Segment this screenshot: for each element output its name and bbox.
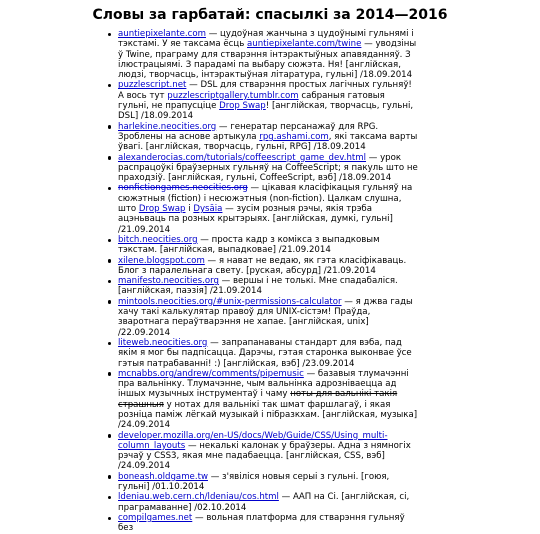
entry-text: — запрапанаваны стандарт для вэба, пад якім я мог бы падпісацца. Дарэчы, гэтая старонка выконвае ўсе гэтыя патрабаванні! :) [англійская, вэб] /23.09.2014: [118, 337, 412, 369]
entry-link[interactable]: puzzlescriptgallery.tumblr.com: [167, 90, 299, 101]
list-item: [118, 431, 418, 472]
entry-text: — некалькі калонак у браўзеры. Адна з нямногіх рэчаў у CSS3, якая мне падабаецца. [англійская, CSS, вэб] /24.09.2014: [118, 440, 411, 472]
list-item: [118, 492, 418, 513]
entry-link[interactable]: Drop Swap: [219, 101, 266, 112]
entry-text: сабраныя гатовыя гульні, не прапусціце: [118, 90, 385, 112]
list-item: [118, 276, 418, 297]
struck-text: ноты для вальнікі такія страшныя: [118, 389, 398, 410]
entry-text: — ААП на Сі. [англійская, сі, праграмаванне] /02.10.2014: [118, 492, 410, 513]
entry-text: — я нават не ведаю, як гэта класіфікаваць. Блог з паралельнага свету. [руская, абсурд] /21.09.2014: [118, 255, 407, 276]
entry-link[interactable]: Drop Swap: [138, 204, 186, 215]
list-item: [118, 297, 418, 338]
entry-link[interactable]: alexanderocias.com/tutorials/coffeescript_game_dev.html: [118, 152, 367, 163]
entry-text: — уводзіны ў Twine, праграму для стварэння інтэрактыўных апавяданняў. З ілюстрацыямі. З парадамі па выбару сюжэта. Ня! [англійская, людзі, творчасць, інтэрактыўная літаратура, гульні] /18.09.2014: [118, 39, 417, 81]
entry-text: — зусім розныя рэчы, якія трэба ацэньваць па розных крытэрыях. [англійская, думкі, гульні] /21.09.2014: [118, 204, 393, 235]
list-item: [118, 513, 418, 534]
entry-text: — базавыя тлумачэнні пра вальнінку. Тлумачэнне, чым вальнінка адрозніваецца ад іншых музычных інструментаў і чаму: [118, 368, 409, 400]
page-title: Словы за гарбатай: спасылкі за 2014—2016: [92, 7, 448, 23]
list-item: [118, 80, 418, 121]
list-item: [118, 235, 418, 256]
entry-link[interactable]: xilene.blogspot.com: [118, 255, 205, 266]
entry-text: — вольная платформа для стварэння гульняў без: [118, 512, 405, 534]
entry-link[interactable]: rpg.ashami.com: [259, 131, 329, 142]
list-item: [118, 256, 418, 277]
entry-link[interactable]: auntiepixelante.com/twine: [247, 39, 362, 50]
entry-link[interactable]: harlekine.neocities.org: [118, 121, 217, 132]
list-item: [118, 369, 418, 431]
entry-link[interactable]: Dysāia: [193, 204, 223, 215]
list-item: [118, 153, 418, 184]
entry-text: — урок распрацоўкі браўзерных гульняў на CoffeeScript; я пакуль што не праходзіў. [англійская, гульні, CoffeeScript, вэб] /18.09.2014: [118, 152, 418, 184]
entry-link[interactable]: developer.mozilla.org/en-US/docs/Web/Guide/CSS/Using_multi-column_layouts: [118, 430, 388, 451]
entry-text: — цудоўная жанчына з цудоўнымі гульнямі і тэкстамі. У яе таксама ёсць: [118, 29, 414, 50]
entry-link[interactable]: compilgames.net: [118, 512, 193, 523]
entry-text: — вершы і не толькі. Мне спадабаліся. [англійская, паэзія] /21.09.2014: [118, 276, 398, 297]
entry-link[interactable]: boneash.oldgame.tw: [118, 471, 208, 482]
entry-link[interactable]: puzzlescript.net: [118, 80, 187, 91]
list-item: [118, 29, 418, 80]
entry-link[interactable]: auntiepixelante.com: [118, 29, 206, 39]
entry-link[interactable]: manifesto.neocities.org: [118, 276, 219, 287]
entry-link[interactable]: mcnabbs.org/andrew/comments/pipemusic: [118, 368, 304, 379]
list-item: [118, 183, 418, 234]
entry-text: — я джва гады хачу такі калькулятар правоў для UNIX-сістэм! Праўда, зваротнага пераўтварэння не хапае. [англійская, unix] /22.09.2014: [118, 296, 413, 338]
link-list: [0, 29, 418, 534]
entry-link[interactable]: nonfictiongames.neocities.org: [118, 183, 248, 194]
entry-text: — DSL для стварэння простых лагічных гульняў! А вось тут: [118, 80, 412, 101]
list-item: [118, 472, 418, 493]
list-item: [118, 122, 418, 153]
entry-text: — з'явіліся новыя серыі з гульні. [гоюя, гульні] /01.10.2014: [118, 471, 390, 493]
list-item: [118, 338, 418, 369]
entry-text: — генератар персанажаў для RPG. Зроблены на аснове артыкула: [118, 121, 379, 142]
entry-link[interactable]: mintools.neocities.org/#unix-permissions-calculator: [118, 296, 342, 307]
entry-text: — проста кадр з коміксa з выпадковым тэкстам. [англійская, выпадковае] /21.09.2014: [118, 234, 380, 256]
entry-text: — цікавая класіфікацыя гульняў на сюжэтныя (fiction) і несюжэтныя (non-fiction). Цалкам слушна, што: [118, 183, 413, 215]
entry-link[interactable]: ldeniau.web.cern.ch/ldeniau/cos.html: [118, 492, 279, 503]
entry-link[interactable]: liteweb.neocities.org: [118, 337, 208, 348]
entry-text: і: [185, 204, 194, 215]
entry-text: , які таксама варты ўвагі. [англійская, творчасць, гульні, RPG] /18.09.2014: [118, 131, 418, 153]
entry-text: ! [англійская, творчасць, гульні, DSL] /18.09.2014: [118, 101, 414, 122]
entry-text: у нотах для вальнікі так шмат фаршлагаў, і якая розніца паміж лёгкай музыкай і пібразкхам. [англійская, музыка] /24.09.2014: [118, 399, 418, 431]
entry-link[interactable]: bitch.neocities.org: [118, 234, 198, 245]
